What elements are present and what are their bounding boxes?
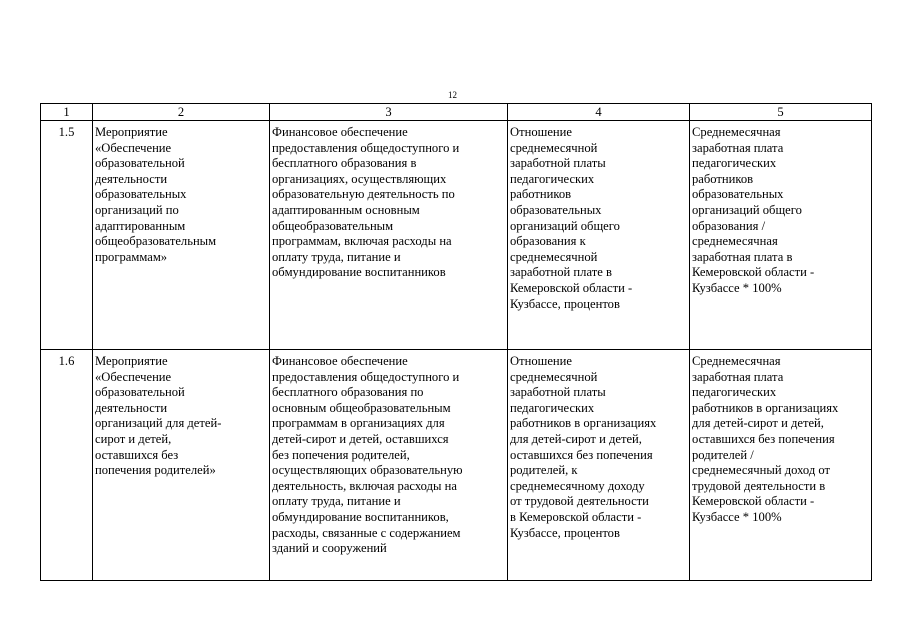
formula-cell: [690, 121, 872, 350]
column-header-2: 2: [93, 104, 270, 121]
table-header-row: [41, 104, 872, 121]
description-text: Финансовое обеспечение предоставления общедоступного и бесплатного образования в организациях, осуществляющих образовательную деятельность по адаптированным основным общеобразовательным программам, включая расходы на оплату труда, питание и обмундирование воспитанников: [272, 125, 460, 280]
row-number: 1.5: [41, 121, 93, 350]
indicator-cell: [508, 121, 690, 350]
column-header-5: 5: [690, 104, 872, 121]
indicator-text: Отношение среднемесячной заработной платы педагогических работников образовательных организаций общего образования к среднемесячной заработной плате в Кемеровской области - Кузбассе, процентов: [510, 125, 633, 311]
indicator-cell: [508, 350, 690, 581]
description-cell: [270, 350, 508, 581]
indicator-text: Отношение среднемесячной заработной платы педагогических работников в организациях для детей-сирот и детей, оставшихся без попечения родителей, к среднемесячному доходу от трудовой деятельности в Кемеровской области - Кузбассе, процентов: [510, 354, 657, 540]
description-text: Финансовое обеспечение предоставления общедоступного и бесплатного образования по основным общеобразовательным программам в организациях для детей-сирот и детей, оставшихся без попечения родителей, осуществляющих образовательную деятельность, включая расходы на оплату труда, питание и обмундирование воспитанников, расходы, связанные с содержанием зданий и сооружений: [272, 354, 463, 556]
column-header-1: 1: [41, 104, 93, 121]
event-text: Мероприятие «Обеспечение образовательной деятельности организаций для детей- сирот и детей, оставшихся без попечения родителей»: [95, 354, 222, 478]
formula-text: Среднемесячная заработная плата педагогических работников образовательных организаций общего образования / среднемесячная заработная плата в Кемеровской области - Кузбассе * 100%: [692, 125, 815, 295]
event-text: Мероприятие «Обеспечение образовательной деятельности образовательных организаций по адаптированным общеобразовательным программам»: [95, 125, 217, 264]
event-cell: [93, 350, 270, 581]
description-cell: [270, 121, 508, 350]
page-number: 12: [448, 90, 457, 100]
event-cell: [93, 121, 270, 350]
row-number: 1.6: [41, 350, 93, 581]
column-header-3: 3: [270, 104, 508, 121]
column-header-4: 4: [508, 104, 690, 121]
indicators-table: [40, 103, 872, 581]
formula-text: Среднемесячная заработная плата педагогических работников в организациях для детей-сирот и детей, оставшихся без попечения родителей / среднемесячный доход от трудовой деятельности в Кемеровской области - Кузбассе * 100%: [692, 354, 839, 524]
table-row: [41, 121, 872, 350]
table-row: [41, 350, 872, 581]
formula-cell: [690, 350, 872, 581]
